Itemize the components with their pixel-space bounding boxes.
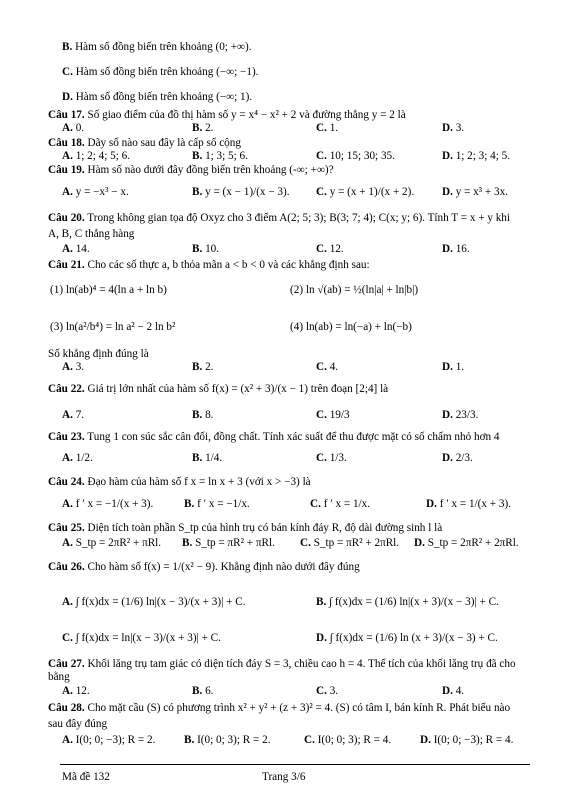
option-b: B. y = (x − 1)/(x − 3). bbox=[192, 186, 290, 198]
question-stem-cont: A, B, C thẳng hàng bbox=[48, 228, 135, 240]
question-stem-cont: Số khẳng định đúng là bbox=[48, 348, 149, 360]
option-b: B. f ′ x = −1/x. bbox=[184, 498, 250, 510]
option-c: C. 1/3. bbox=[316, 452, 347, 464]
question-stem-cont: bằng bbox=[48, 671, 70, 683]
option-b: B. ∫ f(x)dx = (1/6) ln|(x + 3)/(x − 3)| + C. bbox=[316, 596, 499, 608]
option-b: B. S_tp = πR² + πRl. bbox=[182, 537, 275, 549]
option-d: D. ∫ f(x)dx = (1/6) ln (x + 3)/(x − 3) + C. bbox=[316, 632, 498, 644]
option-a: A. 14. bbox=[62, 243, 90, 255]
option-b: B. 2. bbox=[192, 122, 214, 134]
option-c: C. 19/3 bbox=[316, 409, 350, 421]
question-label: Câu 17. bbox=[48, 109, 85, 121]
question-stem bbox=[48, 109, 406, 122]
statement: (1) ln(ab)⁴ = 4(ln a + ln b) bbox=[50, 284, 167, 296]
question-stem: Câu 25. Diện tích toàn phần S_tp của hình trụ có bán kính đáy R, độ dài đường sinh l là bbox=[48, 522, 443, 534]
option-a: A. S_tp = 2πR² + πRl. bbox=[62, 537, 162, 549]
option-letter: B. bbox=[62, 41, 73, 53]
option-d: D. 23/3. bbox=[442, 409, 479, 421]
option-line bbox=[62, 91, 252, 104]
option-a: A. f ′ x = −1/(x + 3). bbox=[62, 498, 154, 510]
option-line bbox=[62, 41, 252, 54]
option-text: Hàm số đồng biến trên khoảng (0; +∞). bbox=[75, 41, 252, 53]
option-a: A. ∫ f(x)dx = (1/6) ln|(x − 3)/(x + 3)| + C. bbox=[62, 596, 246, 608]
option-letter: C. bbox=[62, 66, 73, 78]
option-b: B. 10. bbox=[192, 243, 220, 255]
option-b: B. 8. bbox=[192, 409, 214, 421]
option-d: D. 1; 2; 3; 4; 5. bbox=[442, 150, 511, 162]
option-c: C. I(0; 0; 3); R = 4. bbox=[304, 734, 392, 746]
page-number: Trang 3/6 bbox=[262, 771, 306, 783]
question-stem: Câu 21. Cho các số thực a, b thỏa mãn a < b < 0 và các khẳng định sau: bbox=[48, 259, 370, 271]
question-text: Số giao điểm của đồ thị hàm số y = x⁴ − x² + 2 và đường thẳng y = 2 là bbox=[87, 109, 406, 121]
question-stem: Câu 19. Hàm số nào dưới đây đồng biến trên khoảng (-∞; +∞)? bbox=[48, 164, 334, 176]
question-stem: Câu 27. Khối lăng trụ tam giác có diện tích đáy S = 3, chiều cao h = 4. Thể tích của khối lăng trụ đã cho bbox=[48, 658, 516, 670]
statement: (4) ln(ab) = ln(−a) + ln(−b) bbox=[290, 321, 412, 333]
option-a: A. 0. bbox=[62, 122, 85, 134]
option-c: C. S_tp = πR² + 2πRl. bbox=[300, 537, 400, 549]
option-text: Hàm số đồng biến trên khoảng (−∞; −1). bbox=[75, 66, 259, 78]
option-d: D. I(0; 0; −3); R = 4. bbox=[420, 734, 514, 746]
question-stem-cont: sau đây đúng bbox=[48, 718, 108, 730]
option-d: D. 2/3. bbox=[442, 452, 473, 464]
option-a: A. 1; 2; 4; 5; 6. bbox=[62, 150, 131, 162]
option-c: C. ∫ f(x)dx = ln|(x − 3)/(x + 3)| + C. bbox=[62, 632, 221, 644]
question-stem: Câu 20. Trong không gian tọa độ Oxyz cho 3 điểm A(2; 5; 3); B(3; 7; 4); C(x; y; 6). Tính T = x + y khi bbox=[48, 212, 511, 224]
option-b: B. I(0; 0; 3); R = 2. bbox=[184, 734, 271, 746]
option-d: D. 1. bbox=[442, 361, 465, 373]
option-d: D. S_tp = 2πR² + 2πRl. bbox=[414, 537, 519, 549]
option-c: C. 10; 15; 30; 35. bbox=[316, 150, 395, 162]
option-d: D. f ′ x = 1/(x + 3). bbox=[426, 498, 511, 510]
question-stem: Câu 24. Đạo hàm của hàm số f x = ln x + 3 (với x > −3) là bbox=[48, 476, 311, 488]
option-a: A. y = −x³ − x. bbox=[62, 186, 129, 198]
option-c: C. 4. bbox=[316, 361, 339, 373]
option-a: A. 7. bbox=[62, 409, 85, 421]
statement: (2) ln √(ab) = ½(ln|a| + ln|b|) bbox=[290, 284, 419, 296]
option-a: A. 3. bbox=[62, 361, 85, 373]
question-stem: Câu 22. Giá trị lớn nhất của hàm số f(x) = (x² + 3)/(x − 1) trên đoạn [2;4] là bbox=[48, 383, 389, 395]
option-b: B. 2. bbox=[192, 361, 214, 373]
option-c: C. f ′ x = 1/x. bbox=[310, 498, 371, 510]
option-a: A. 1/2. bbox=[62, 452, 93, 464]
option-d: D. y = x³ + 3x. bbox=[442, 186, 509, 198]
question-stem: Câu 26. Cho hàm số f(x) = 1/(x² − 9). Khẳng định nào dưới đây đúng bbox=[48, 561, 360, 573]
statement: (3) ln(a²/b⁴) = ln a² − 2 ln b² bbox=[50, 321, 176, 333]
option-c: C. 3. bbox=[316, 685, 339, 697]
option-a: A. I(0; 0; −3); R = 2. bbox=[62, 734, 156, 746]
option-b: B. 1/4. bbox=[192, 452, 223, 464]
option-c: C. 12. bbox=[316, 243, 344, 255]
option-d: D. 4. bbox=[442, 685, 465, 697]
question-stem: Câu 18. Dãy số nào sau đây là cấp số cộng bbox=[48, 137, 241, 149]
option-letter: D. bbox=[62, 91, 73, 103]
option-d: D. 16. bbox=[442, 243, 470, 255]
option-line bbox=[62, 66, 258, 79]
question-stem: Câu 28. Cho mặt cầu (S) có phương trình x² + y² + (z + 3)² = 4. (S) có tâm I, bán kính R. Phát biểu nào bbox=[48, 702, 511, 714]
option-c: C. 1. bbox=[316, 122, 339, 134]
option-b: B. 1; 3; 5; 6. bbox=[192, 150, 248, 162]
question-stem: Câu 23. Tung 1 con súc sắc cân đối, đồng chất. Tính xác suất để thu được mặt có số chấm nhỏ hơn 4 bbox=[48, 431, 500, 443]
option-text: Hàm số đồng biến trên khoảng (−∞; 1). bbox=[75, 91, 253, 103]
exam-code: Mã đề 132 bbox=[62, 771, 110, 783]
option-a: A. 12. bbox=[62, 685, 90, 697]
footer-divider bbox=[60, 764, 530, 765]
option-b: B. 6. bbox=[192, 685, 214, 697]
option-d: D. 3. bbox=[442, 122, 465, 134]
option-c: C. y = (x + 1)/(x + 2). bbox=[316, 186, 415, 198]
